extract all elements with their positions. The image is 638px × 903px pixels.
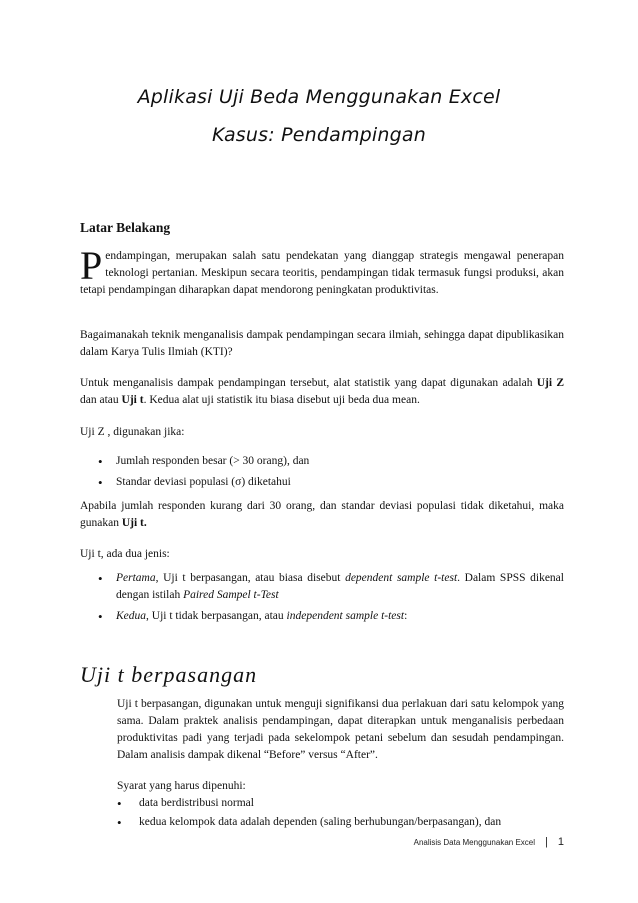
drop-cap: P <box>80 243 103 288</box>
section-heading-uji-t-berpasangan: Uji t berpasangan <box>80 662 258 687</box>
paragraph-tools: Untuk menganalisis dampak pendampingan tersebut, alat statistik yang dapat digunakan adalah Uji Z dan atau Uji t. Kedua alat uji statistik itu biasa disebut uji beda dua mean. <box>80 377 565 406</box>
list-item: • data berdistribusi normal <box>117 795 564 812</box>
requirements-list <box>117 795 564 833</box>
page-number: 1 <box>557 836 564 848</box>
uji-t-types-list <box>98 570 564 629</box>
paragraph-intro-text: endampingan, merupakan salah satu pendekatan yang dianggap strategis mengawal penerapan teknologi pertanian. Meskipun secara teoritis, pendampingan tidak termasuk fungsi produksi, akan tetapi pendampingan diharapkan dapat mendorong peningkatan produktivitas. <box>80 250 564 296</box>
footer-text: Analisis Data Menggunakan Excel <box>413 837 536 847</box>
paragraph-intro <box>80 243 564 299</box>
list-item: • Kedua, Uji t tidak berpasangan, atau independent sample t-test: <box>98 608 564 625</box>
list-item: • kedua kelompok data adalah dependen (saling berhubungan/berpasangan), dan <box>117 814 564 831</box>
term-uji-t: Uji t <box>121 394 144 406</box>
paragraph-uji-t-berpasangan: Uji t berpasangan, digunakan untuk menguji signifikansi dua perlakuan dari satu kelompok yang sama. Dalam praktek analisis pendampingan, dapat diterapkan untuk menganalisis perbedaan produktivitas padi yang terjadi pada sekelompok petani sebelum dan sesudah pendampingan. Dalam analisis dampak dikenal “Before” versus “After”. <box>117 698 564 761</box>
list-item: • Pertama, Uji t berpasangan, atau biasa disebut dependent sample t-test. Dalam SPSS dikenal dengan istilah Paired Sampel t-Test <box>98 570 564 604</box>
paragraph-requirements: Syarat yang harus dipenuhi: <box>117 780 246 792</box>
footer-separator: | <box>545 836 548 848</box>
page-footer <box>414 836 564 848</box>
document-subtitle: Kasus: Pendampingan <box>211 124 427 146</box>
list-item: • Jumlah responden besar (> 30 orang), dan <box>98 453 564 470</box>
uji-z-condition-list <box>98 453 564 495</box>
document-title: Aplikasi Uji Beda Menggunakan Excel <box>137 86 501 108</box>
paragraph-use-uji-t: Apabila jumlah responden kurang dari 30 orang, dan standar deviasi populasi tidak diketahui, maka gunakan Uji t. <box>80 500 564 529</box>
paragraph-question: Bagaimanakah teknik menganalisis dampak pendampingan secara ilmiah, sehingga dapat dipublikasikan dalam Karya Tulis Ilmiah (KTI)? <box>80 329 564 358</box>
list-item: • Standar deviasi populasi (σ) diketahui <box>98 474 564 491</box>
term-uji-t: Uji t. <box>121 517 147 529</box>
paragraph-uji-z-conditions: Uji Z , digunakan jika: <box>80 426 185 438</box>
paragraph-uji-t-types: Uji t, ada dua jenis: <box>80 548 170 560</box>
term-uji-z: Uji Z <box>536 377 565 389</box>
section-heading-latar-belakang: Latar Belakang <box>80 220 171 235</box>
